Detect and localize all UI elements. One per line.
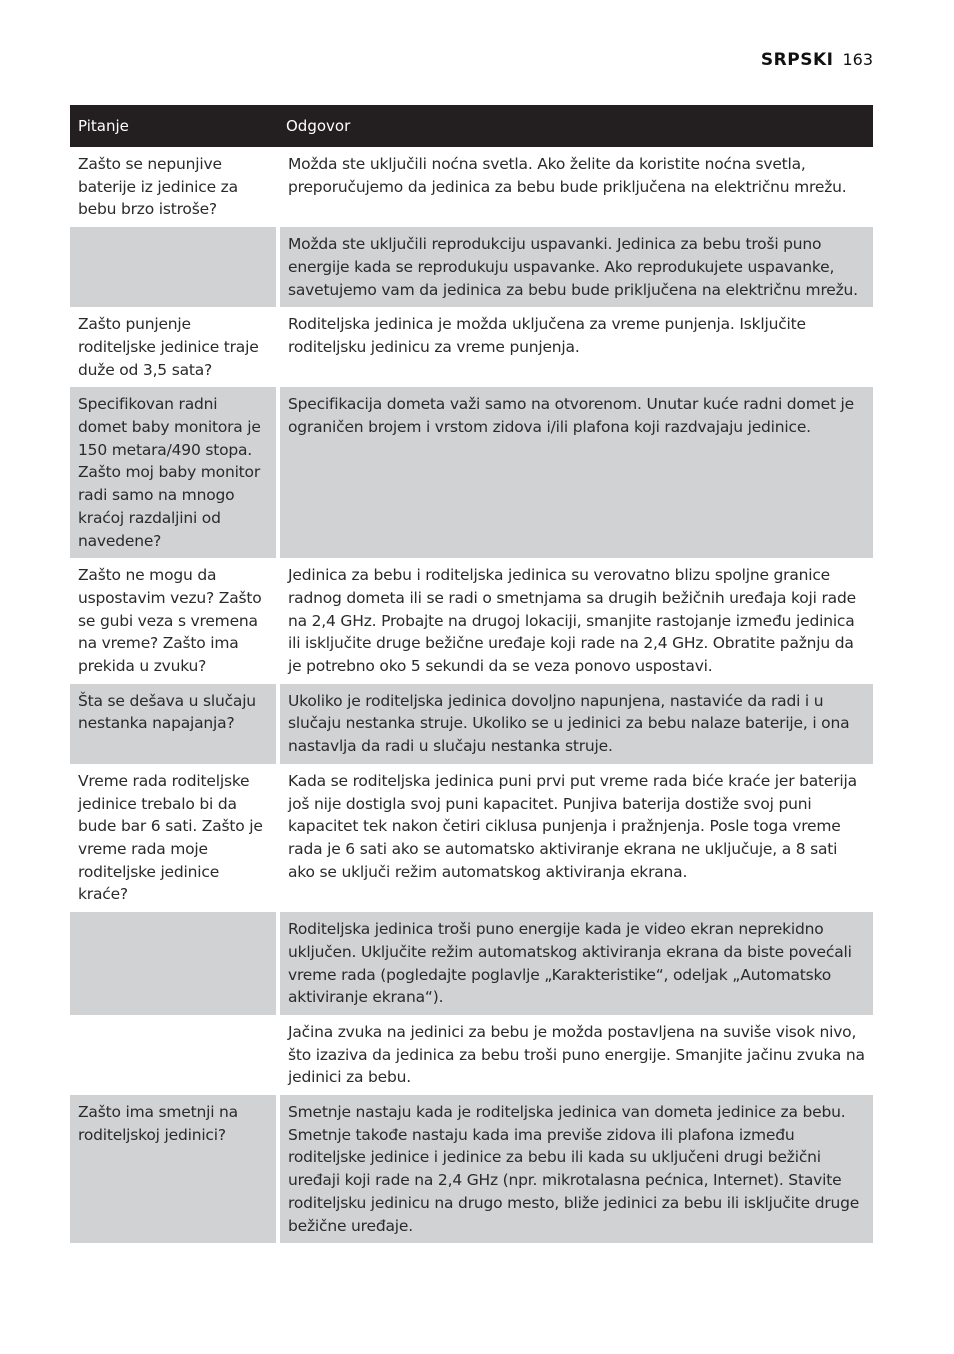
question-cell xyxy=(70,1015,278,1095)
table-row xyxy=(70,147,873,227)
answer-cell: Ukoliko je roditeljska jedinica dovoljno napunjena, nastaviće da radi i u slučaju nestanka struje. Ukoliko se u jedinici za bebu nalaze baterije, i ona nastavlja da radi u slučaju nestanka struje. xyxy=(278,684,873,764)
answer-cell: Jačina zvuka na jedinici za bebu je možda postavljena na suviše visok nivo, što izaziva da jedinica za bebu troši puno energije. Smanjite jačinu zvuka na jedinici za bebu. xyxy=(288,1022,865,1087)
answer-cell: Kada se roditeljska jedinica puni prvi put vreme rada biće kraće jer baterija još nije dostigla svoj puni kapacitet. Punjiva baterija dostiže svoj puni kapacitet tek nakon četiri ciklusa punjenja i pražnjenja. Posle toga vreme rada je 6 sati ako se automatsko aktiviranje ekrana ne uključuje, a 8 sati ako se uključi režim automatskog aktiviranja ekrana. xyxy=(288,771,857,881)
table-header-row xyxy=(70,105,873,147)
question-cell: Šta se dešava u slučaju nestanka napajanja? xyxy=(70,684,278,764)
language-label: SRPSKI xyxy=(760,50,834,70)
column-header-question: Pitanje xyxy=(70,105,278,147)
answer-cell: Jedinica za bebu i roditeljska jedinica su verovatno blizu spoljne granice radnog dometa ili se radi o smetnjama sa drugih bežičnih uređaja koji rade na 2,4 GHz. Probajte na drugoj lokaciji, smanjite rastojanje između jedinica ili isključite druge bežične uređaje koji rade na 2,4 GHz. Obratite pažnju da je potrebno oko 5 sekundi da se veza ponovo uspostavi. xyxy=(288,566,856,676)
answer-cell: Roditeljska jedinica je možda uključena za vreme punjenja. Isključite roditeljsku jedinicu za vreme punjenja. xyxy=(288,315,806,356)
table-row xyxy=(70,558,873,684)
page-number: 163 xyxy=(842,50,873,69)
answer-cell: Smetnje nastaju kada je roditeljska jedinica van dometa jedinice za bebu. Smetnje takođe nastaju kada ima previše zidova ili plafona između roditeljske jedinice i jedinice za bebu ili kada su uključeni drugi bežični uređaji koji rade na 2,4 GHz (npr. mikrotalasna pećnica, Internet). Stavite roditeljsku jedinicu na drugo mesto, bliže jedinici za bebu ili isključite druge bežične uređaje. xyxy=(278,1095,873,1243)
table-row xyxy=(70,387,873,558)
table-row xyxy=(70,764,873,912)
column-header-answer: Odgovor xyxy=(278,105,873,147)
table-row xyxy=(70,1095,873,1243)
table-row xyxy=(70,912,873,1015)
table-row xyxy=(70,307,873,387)
question-cell: Vreme rada roditeljske jedinice trebalo bi da bude bar 6 sati. Zašto je vreme rada moje roditeljske jedinice kraće? xyxy=(70,764,278,912)
question-cell: Zašto ima smetnji na roditeljskoj jedinici? xyxy=(70,1095,278,1243)
table-row xyxy=(70,684,873,764)
page-header xyxy=(761,50,873,70)
answer-cell: Možda ste uključili noćna svetla. Ako želite da koristite noćna svetla, preporučujemo da jedinica za bebu bude priključena na električnu mrežu. xyxy=(288,155,847,196)
question-cell xyxy=(70,912,278,1015)
question-cell: Zašto ne mogu da uspostavim vezu? Zašto se gubi veza s vremena na vreme? Zašto ima prekida u zvuku? xyxy=(70,558,278,684)
question-cell: Zašto se nepunjive baterije iz jedinice za bebu brzo istroše? xyxy=(70,147,278,227)
answer-cell: Možda ste uključili reprodukciju uspavanki. Jedinica za bebu troši puno energije kada se reprodukuju uspavanke. Ako reprodukujete uspavanke, savetujemo vam da jedinica za bebu bude priključena na električnu mrežu. xyxy=(278,227,873,307)
table-row xyxy=(70,227,873,307)
question-cell xyxy=(70,227,278,307)
question-cell: Zašto punjenje roditeljske jedinice traje duže od 3,5 sata? xyxy=(70,307,278,387)
answer-cell: Specifikacija dometa važi samo na otvorenom. Unutar kuće radni domet je ograničen brojem i vrstom zidova i/ili plafona koji razdvajaju jedinice. xyxy=(278,387,873,558)
question-cell: Specifikovan radni domet baby monitora je 150 metara/490 stopa. Zašto moj baby monitor radi samo na mnogo kraćoj razdaljini od navedene? xyxy=(70,387,278,558)
table-row xyxy=(70,1015,873,1095)
answer-cell: Roditeljska jedinica troši puno energije kada je video ekran neprekidno uključen. Uključite režim automatskog aktiviranja ekrana da biste povećali vreme rada (pogledajte poglavlje „Karakteristike“, odeljak „Automatsko aktiviranje ekrana“). xyxy=(278,912,873,1015)
troubleshooting-table xyxy=(70,105,873,1243)
